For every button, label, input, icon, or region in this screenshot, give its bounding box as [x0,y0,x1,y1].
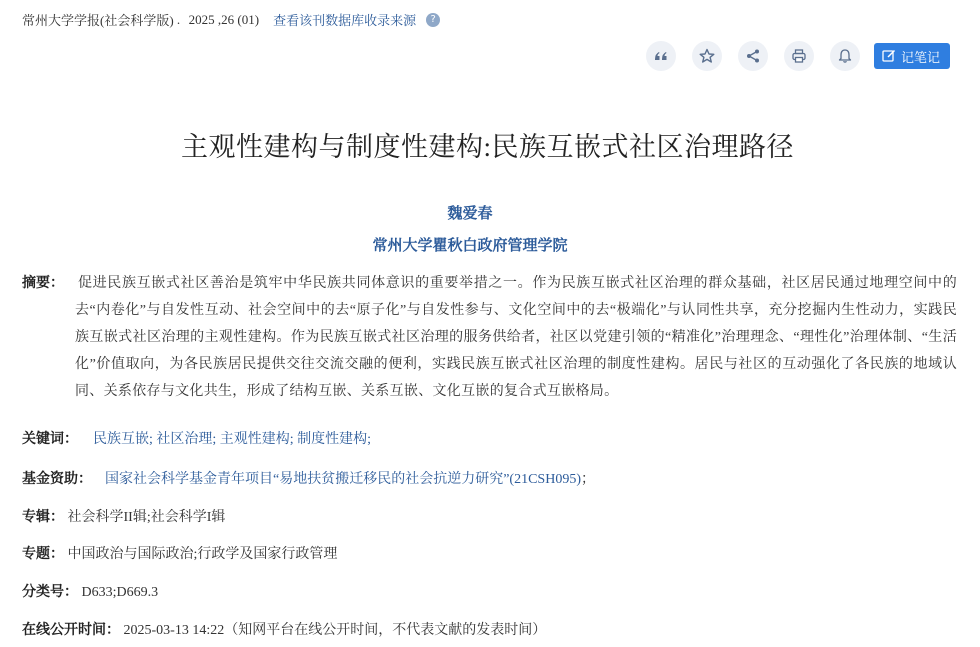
source-line: 常州大学学报(社会科学版) . 2025 ,26 (01) 查看该刊数据库收录来源 ? [22,10,440,29]
db-source-link[interactable]: 查看该刊数据库收录来源 [273,13,417,28]
abstract-text: 促进民族互嵌式社区善治是筑牢中华民族共同体意识的重要举措之一。作为民族互嵌式社区治理的群众基础，社区居民通过地理空间中的去“内卷化”与自发性互动、社会空间中的去“原子化”与自发性参与、文化空间中的去“极端化”与认同性共享，充分挖掘内生性动力，实践民族互嵌式社区治理的主观性建构。作为民族互嵌式社区治理的服务供给者，社区以党建引领的“精准化”治理理念、“理性化”治理体制、“生活化”价值取向，为各民族居民提供交往交流交融的便利，实践民族互嵌式社区治理的制度性建构。居民与社区的互动强化了各民族的地域认同、关系依存与文化共生，形成了结构互嵌、关系互嵌、文化互嵌的复合式互嵌格局。 [75,276,957,399]
fund-link[interactable]: 国家社会科学基金青年项目“易地扶贫搬迁移民的社会抗逆力研究”(21CSH095) [105,472,581,487]
class-row [22,581,158,601]
topic-label: 专题： [22,547,64,562]
abstract-label: 摘要： [22,276,64,291]
issue-info[interactable]: 2025 ,26 (01) [188,11,260,27]
keyword-link[interactable]: 社区治理; [156,432,217,447]
help-icon[interactable]: ? [426,13,440,27]
series-label: 专辑： [22,510,64,525]
edit-icon [882,49,896,63]
online-time-value: 2025-03-13 14:22（知网平台在线公开时间，不代表文献的发表时间） [123,623,547,638]
keyword-link[interactable]: 主观性建构; [219,432,294,447]
take-notes-button[interactable] [874,43,950,69]
journal-name[interactable]: 常州大学学报(社会科学版) [22,13,174,28]
institution-link[interactable]: 常州大学瞿秋白政府管理学院 [372,238,568,254]
star-icon[interactable] [692,41,722,71]
bell-icon[interactable] [830,41,860,71]
keyword-link[interactable]: 民族互嵌; [93,432,153,447]
author-link[interactable]: 魏爱春 [447,206,493,222]
keywords-label: 关键词： [22,432,78,447]
keywords-row [22,428,371,448]
topic-value: 中国政治与国际政治;行政学及国家行政管理 [67,547,338,562]
article-toolbar [646,41,950,71]
fund-label: 基金资助： [22,472,92,487]
topic-row [22,543,337,563]
keyword-link[interactable]: 制度性建构; [297,432,372,447]
fund-row [22,468,595,488]
article-title: 主观性建构与制度性建构:民族互嵌式社区治理路径 [180,132,794,162]
fund-suffix: ； [581,472,595,487]
class-label: 分类号： [22,585,78,600]
abstract-section [22,270,957,405]
online-time-row [22,619,546,639]
print-icon[interactable] [784,41,814,71]
share-icon[interactable] [738,41,768,71]
class-value: D633;D669.3 [81,585,159,600]
take-notes-label: 记笔记 [901,50,941,66]
online-time-label: 在线公开时间： [22,623,120,638]
series-value: 社会科学II辑;社会科学I辑 [67,510,226,525]
series-row [22,506,225,526]
quote-icon[interactable] [646,41,676,71]
